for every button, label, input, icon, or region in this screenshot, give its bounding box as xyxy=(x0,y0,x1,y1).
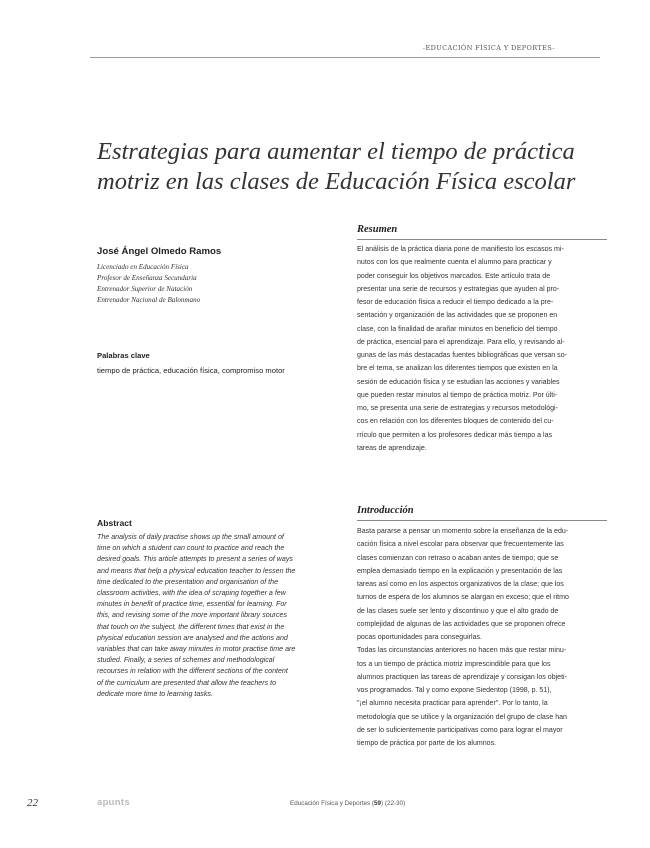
intro-line: Basta pararse a pensar un momento sobre la enseñanza de la edu- xyxy=(357,528,569,535)
title-line-1: Estrategias para aumentar el tiempo de práctica xyxy=(97,138,575,165)
journal-logo: apunts xyxy=(97,797,130,808)
intro-line: tos a un tiempo de práctica motriz imprescindible para que los xyxy=(357,660,551,668)
author-name: José Ángel Olmedo Ramos xyxy=(97,246,222,257)
intro-rule xyxy=(357,520,607,521)
page-number: 22 xyxy=(27,797,38,809)
resumen-line: rrículo que permiten a los profesores dedicar más tiempo a las xyxy=(357,431,553,439)
resumen-line: cos en relación con los diferentes bloques de contenido del cu- xyxy=(357,418,554,426)
running-head-text: -EDUCACIÓN FÍSICA Y DEPORTES- xyxy=(422,44,555,52)
abstract-line: time dedicated to the presentation and organisation of the xyxy=(97,577,279,586)
abstract-line: dedicate more time to learning tasks. xyxy=(97,689,213,698)
intro-line: tiempo de práctica por parte de los alumnos. xyxy=(357,740,497,747)
intro-line: clases comienzan con retraso o acaban antes de tiempo; que se xyxy=(357,554,559,562)
intro-line: alumnos practiquen las tareas de aprendizaje y consigan los objeti- xyxy=(357,673,567,681)
abstract-line: this, and revising some of the more important library sources xyxy=(97,611,288,620)
resumen-line: gunas de las más destacadas fuentes bibliográficas que versan so- xyxy=(357,352,567,359)
citation-suffix: ) (22-30) xyxy=(381,800,406,807)
abstract-heading: Abstract xyxy=(97,518,132,528)
citation-prefix: Educación Física y Deportes ( xyxy=(290,800,374,807)
abstract-line: of the curriculum are presented that allow the teachers to xyxy=(97,678,277,687)
abstract-line: studied. Finally, a series of schemes and methodological xyxy=(97,656,275,665)
intro-line: pocas oportunidades para conseguirlas. xyxy=(357,634,482,641)
intro-line: complejidad de algunas de las actividades que se proponen ofrece xyxy=(357,620,566,628)
abstract-line: time on which a student can count to practice and reach the xyxy=(97,544,285,553)
intro-line: emplea demasiado tiempo en la explicación y presentación de las xyxy=(357,567,563,575)
resumen-line: bre el tema, se analizan los diferentes tiempos que existen en la xyxy=(357,365,558,373)
abstract-line: recourses in relation with the different sections of the content xyxy=(97,667,288,676)
running-head xyxy=(90,43,600,58)
title-line-2: motriz en las clases de Educación Física escolar xyxy=(97,168,576,195)
citation-issue: 59 xyxy=(374,800,382,807)
resumen-heading: Resumen xyxy=(357,224,398,235)
abstract-line: and means that help a physical education teacher to lessen the xyxy=(97,566,296,575)
resumen-line: tareas de aprendizaje. xyxy=(357,444,427,452)
intro-line: vos programados. Tal y como expone Siedentop (1998, p. 51), xyxy=(357,687,552,694)
intro-line: Todas las circunstancias anteriores no hacen más que restar minu- xyxy=(357,647,567,655)
resumen-line: poder conseguir los objetivos marcados. Este artículo trata de xyxy=(357,272,551,280)
resumen-rule xyxy=(357,239,607,240)
abstract-body xyxy=(97,532,335,700)
author-affiliations xyxy=(97,262,327,306)
abstract-line: The analysis of daily practise shows up the small amount of xyxy=(97,533,284,541)
article-title xyxy=(97,137,597,197)
abstract-line: variables that can take away minutes in motor practise time are xyxy=(97,645,296,654)
abstract-line: that touch on the subject, the different times that exist in the xyxy=(97,622,285,631)
intro-line: de las clases suele ser lento y discontinuo y que el alto grado de xyxy=(357,607,559,615)
footer-citation xyxy=(290,800,405,807)
intro-heading: Introducción xyxy=(357,505,414,516)
resumen-line: nutos con los que realmente cuenta el alumno para practicar y xyxy=(357,259,552,267)
resumen-line: El análisis de la práctica diaria pone de manifiesto los escasos mi- xyxy=(357,246,564,253)
resumen-line: presentar una serie de recursos y estrategias que ayuden al pro- xyxy=(357,285,560,293)
affiliation-line: Entrenador Superior de Natación xyxy=(97,285,193,293)
abstract-line: classroom activities, with the idea of scraping together a few xyxy=(97,589,286,598)
abstract-line: minutes in benefit of practice time, essential for learning. For xyxy=(97,600,287,609)
affiliation-line: Profesor de Enseñanza Secundaria xyxy=(97,274,197,282)
abstract-line: desired goals. This article attempts to present a series of ways xyxy=(97,555,293,564)
resumen-line: clase, con la finalidad de arañar minutos en beneficio del tiempo xyxy=(357,325,558,333)
abstract-line: physical education session are analysed and the actions and xyxy=(97,633,288,642)
resumen-body xyxy=(357,243,607,455)
resumen-line: sesión de educación física y se estudian las acciones y variables xyxy=(357,378,560,386)
intro-line: "¡el alumno necesita practicar para aprender". Por lo tanto, la xyxy=(357,700,548,708)
intro-body xyxy=(357,525,607,750)
intro-line: metodología que se utilice y la organización del grupo de clase han xyxy=(357,713,567,721)
resumen-line: que pueden restar minutos al tiempo de práctica motriz. Por últi- xyxy=(357,391,558,399)
keywords-heading: Palabras clave xyxy=(97,351,150,360)
resumen-line: fesor de educación física a reducir el tiempo dedicado a la pre- xyxy=(357,299,554,306)
keywords-text: tiempo de práctica, educación física, compromiso motor xyxy=(97,366,285,375)
intro-line: de ser lo suficientemente participativas como para lograr el mayor xyxy=(357,726,563,734)
intro-line: turnos de espera de los alumnos se alargan en exceso; que el ritmo xyxy=(357,594,569,602)
resumen-line: de práctica, esencial para el aprendizaje. Para ello, y revisando al- xyxy=(357,338,565,346)
affiliation-line: Licenciado en Educación Física xyxy=(97,263,189,271)
resumen-line: mo, se presenta una serie de estrategias y recursos metodológi- xyxy=(357,405,558,412)
resumen-line: sentación y organización de las actividades que se proponen en xyxy=(357,312,558,320)
affiliation-line: Entrenador Nacional de Balonmano xyxy=(97,296,201,304)
intro-line: cación física a nivel escolar para observar que frecuentemente las xyxy=(357,541,564,549)
intro-line: tareas así como en los aspectos organizativos de la clase; que los xyxy=(357,581,564,588)
